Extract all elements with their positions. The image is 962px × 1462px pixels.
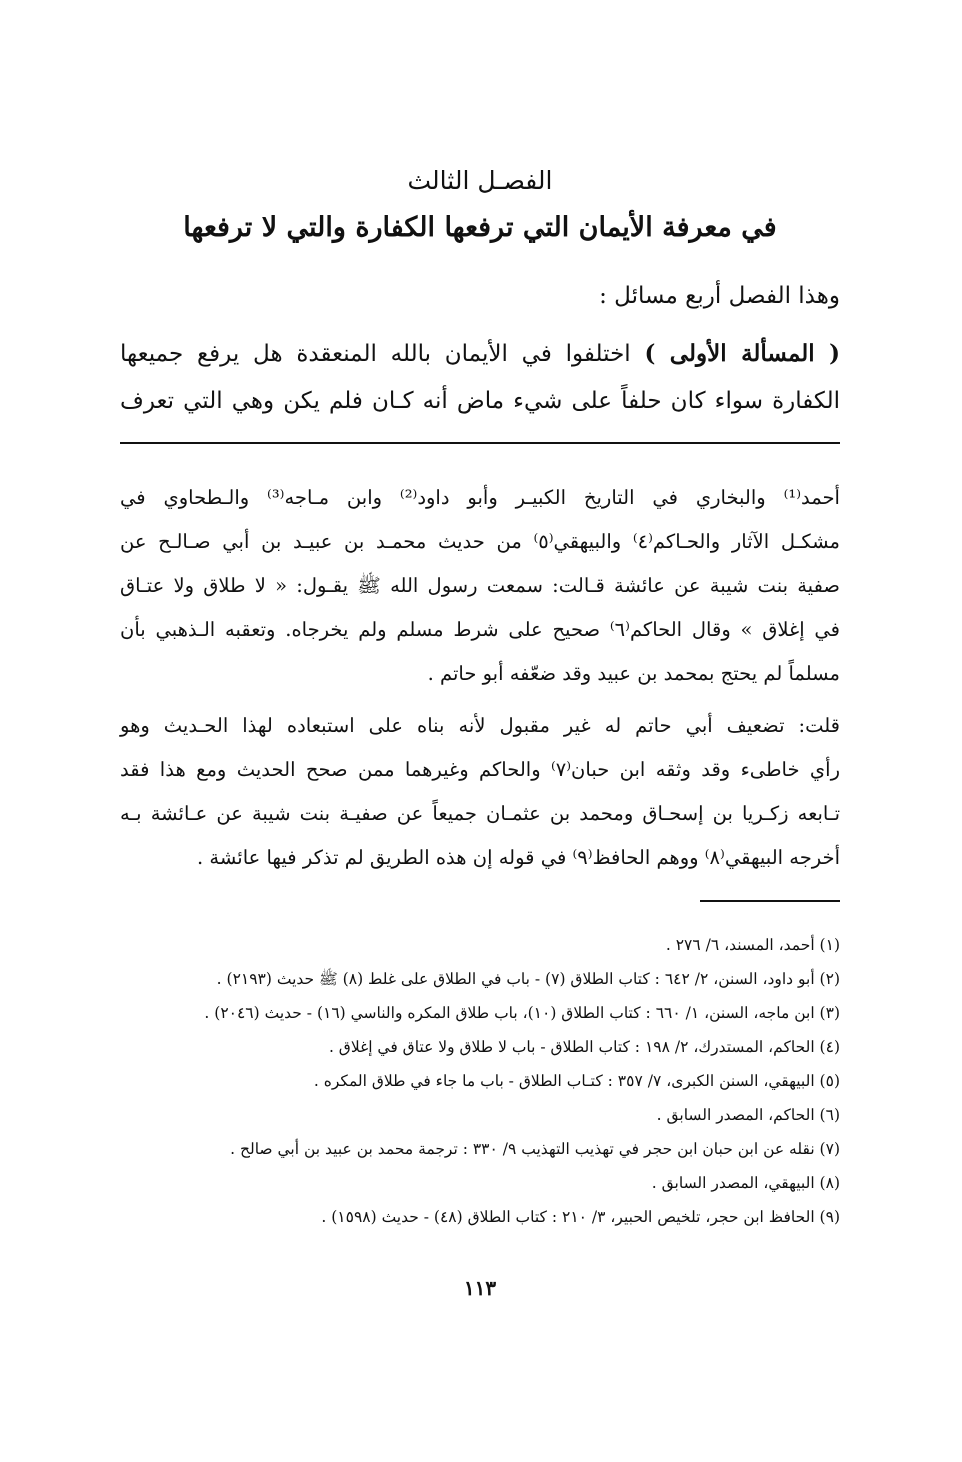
main-text (120, 330, 840, 425)
note-line: أحمد⁽¹⁾ والبخاري في التاريخ الكبيـر وأبو داود⁽²⁾ وابن مـاجه⁽³⁾ والـطحاوي في (120, 486, 840, 509)
note-line: تـابعه زكـريا بن إسحـاق ومحمد بن عثمـان جميعاً عن صفيـة بنت شيبة عن عـائشة بـه (120, 802, 840, 825)
footnote-item: (٧) نقله عن ابن حبان ابن حجر في تهذيب التهذيب ٩/ ٣٣٠ : ترجمة محمد بن عبيد بن أبي صالح . (230, 1140, 840, 1158)
issue-label: ( المسألة الأولى ) (644, 340, 840, 367)
note-paragraph-2 (120, 704, 840, 880)
main-line-2: الكفارة سواء كان حلفاً على شيء ماض أنه كـان فلم يكن وهي التي تعرف (120, 388, 840, 414)
footnote-separator (700, 900, 840, 902)
separator-rule (120, 442, 840, 444)
footnote-item: (٥) البيهقي، السنن الكبرى، ٧/ ٣٥٧ : كتـاب الطلاق - باب ما جاء في طلاق المكره . (313, 1072, 840, 1090)
footnote-item: (٨) البيهقي، المصدر السابق . (651, 1174, 840, 1192)
intro-text: وهذا الفصل أربع مسائل : (599, 283, 840, 309)
footnotes-list (120, 928, 840, 1234)
footnote-item: (١) أحمد، المسند، ٦/ ٢٧٦ . (665, 936, 840, 954)
note-line: في إغلاق » وقال الحاكم⁽٦⁾ صحيح على شرط مسلم ولم يخرجاه. وتعقبه الـذهبي بأن (120, 618, 840, 641)
note-line: قلت: تضعيف أبي حاتم له غير مقبول لأنه بناه على استبعاده لهذا الحـديث وهو (120, 714, 840, 737)
note-line: أخرجه البيهقي⁽٨⁾ ووهم الحافظ⁽٩⁾ في قوله إن هذه الطريق لم تذكر فيها عائشة . (197, 846, 840, 869)
chapter-subtitle: في معرفة الأيمان التي ترفعها الكفارة والتي لا ترفعها (183, 212, 777, 243)
footnote-item: (٤) الحاكم، المستدرك، ٢/ ١٩٨ : كتاب الطلاق - باب لا طلاق ولا عتاق في إغلاق . (328, 1038, 840, 1056)
note-line: مسلماً لم يحتج بمحمد بن عبيد وقد ضعّفه أبو حاتم . (427, 662, 840, 685)
footnote-item: (٦) الحاكم، المصدر السابق . (656, 1106, 840, 1124)
main-line-1-text: اختلفوا في الأيمان بالله المنعقدة هل يرفع جميعها (120, 341, 645, 367)
page-number: ١١٣ (463, 1276, 497, 1300)
note-paragraph-1 (120, 476, 840, 696)
note-line: رأي خاطىء وقد وثقه ابن حبان⁽٧⁾ والحاكم وغيرهما ممن صحح الحديث ومع هذا فقد (120, 758, 840, 781)
chapter-title: الفصـل الثالث (407, 166, 553, 195)
note-line: مشكـل الآثار والحـاكم⁽٤⁾ والبيهقي⁽٥⁾ من حديث محمـد بن عبيـد بن أبي صـالـح عن (120, 530, 840, 553)
main-line-1 (120, 330, 840, 378)
book-page (120, 0, 840, 1462)
footnote-item: (٩) الحافظ ابن حجر، تلخيص الحبير، ٣/ ٢١٠ : كتاب الطلاق (٤٨) - حديث (١٥٩٨) . (321, 1208, 840, 1226)
footnote-item: (٢) أبو داود، السنن، ٢/ ٦٤٢ : كتاب الطلاق (٧) - باب في الطلاق على غلط (٨) ﷺ حديث (٢١٩٣) . (216, 970, 840, 988)
note-line: صفية بنت شيبة عن عائشة قـالت: سمعت رسول الله ﷺ يقـول: « لا طلاق ولا عتـاق (120, 574, 840, 597)
footnote-item: (٣) ابن ماجه، السنن، ١/ ٦٦٠ : كتاب الطلاق (١٠)، باب طلاق المكره والناسي (١٦) - حديث (٢٠٤٦) . (204, 1004, 840, 1022)
